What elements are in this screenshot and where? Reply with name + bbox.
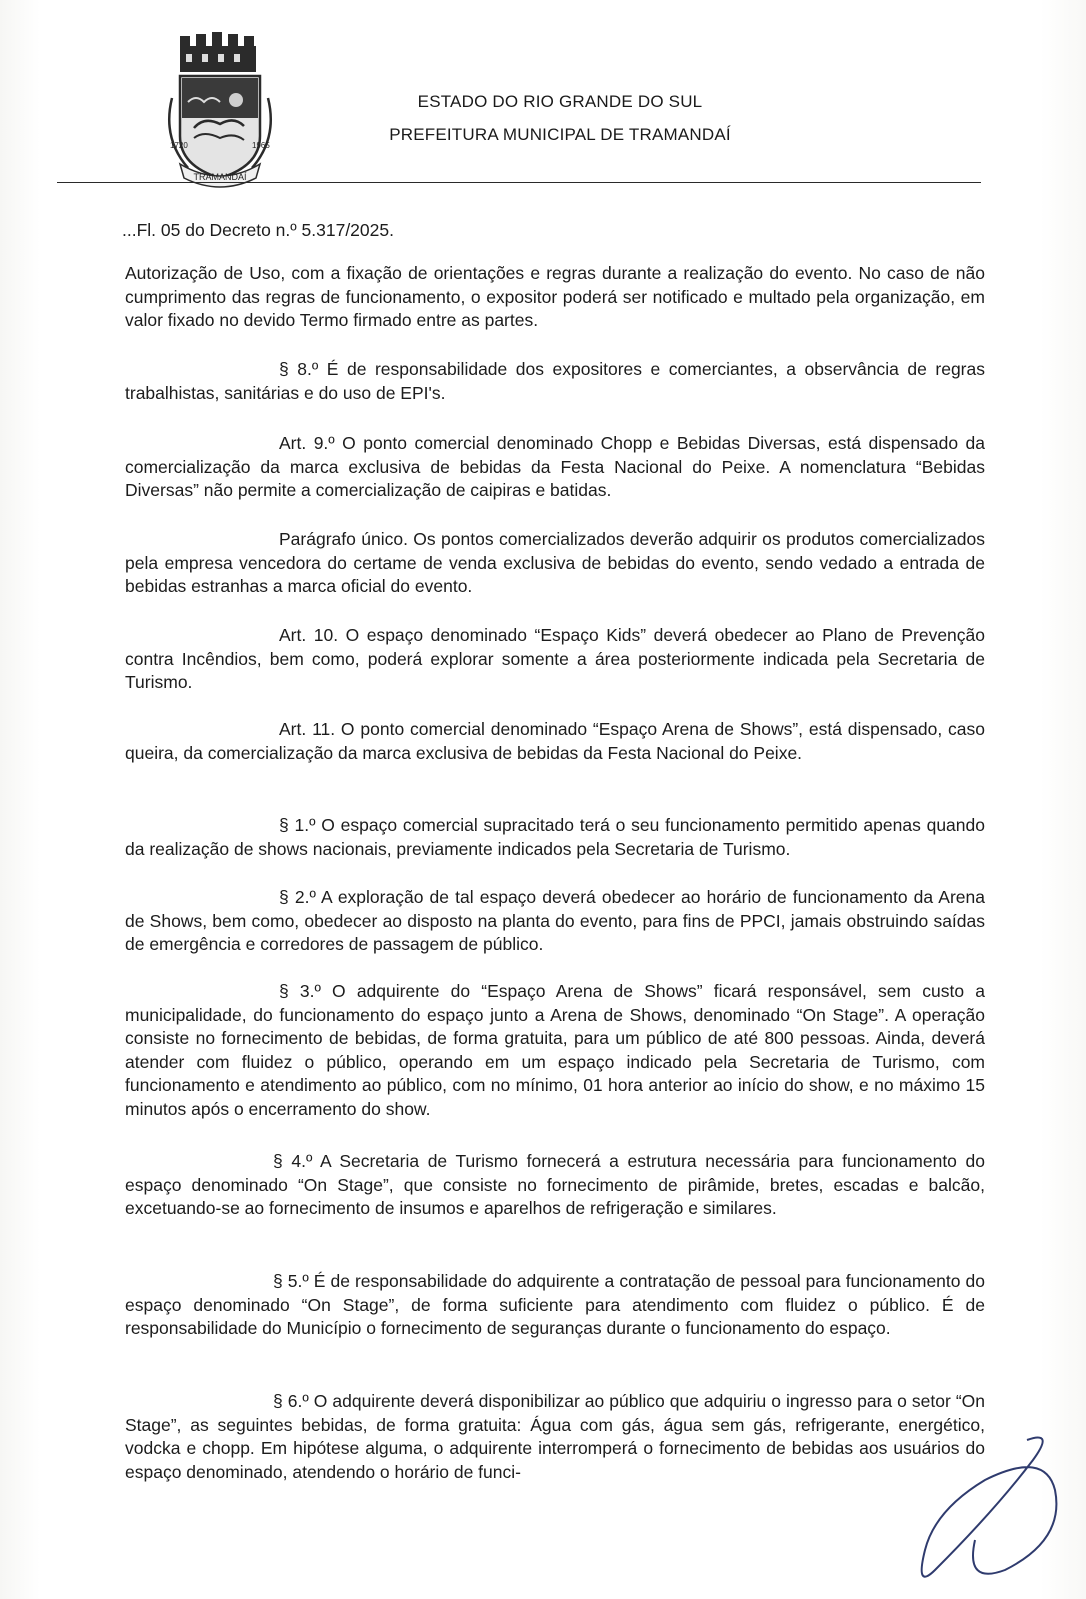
paragraph-s5: § 5.º É de responsabilidade do adquirente a contratação de pessoal para funcionamento do espaço denominado “On Stage”, de forma suficiente para atendimento com fluidez o público. É de responsabilidade do Município o fornecimento de seguranças durante o funcionamento do espaço. xyxy=(125,1271,985,1338)
paragraph-s4: § 4.º A Secretaria de Turismo fornecerá a estrutura necessária para funcionamento do espaço denominado “On Stage”, que consiste no fornecimento de pirâmide, bretes, escadas e balcão, excetuando-se ao fornecimento de insumos e aparelhos de refrigeração e similares. xyxy=(125,1151,985,1218)
header-municipality: PREFEITURA MUNICIPAL DE TRAMANDAÍ xyxy=(389,125,731,144)
paragraph-s2: § 2.º A exploração de tal espaço deverá obedecer ao horário de funcionamento da Arena de Shows, bem como, obedecer ao disposto na planta do evento, para fins de PPCI, jamais obstruindo saídas de emergência e corredores de passagem de público. xyxy=(125,887,985,954)
handwritten-initial-icon xyxy=(905,1420,1075,1590)
paragraph-s3: § 3.º O adquirente do “Espaço Arena de Shows” ficará responsável, sem custo a municipalidade, do funcionamento do espaço junto a Arena de Shows, denominado “On Stage”. A operação consiste no fornecimento de bebidas, de forma gratuita, para um público de até 800 pessoas. Ainda, deverá atender com fluidez o público, operando em um espaço indicado pela Secretaria de Turismo, com funcionamento e atendimento ao público, com no mínimo, 01 hora anterior ao início do show, e no máximo 15 minutos após o encerramento do show. xyxy=(125,981,985,1119)
crest-year-left: 1720 xyxy=(170,141,188,150)
paragraph-sole: Parágrafo único. Os pontos comercializados deverão adquirir os produtos comercializados pela empresa vencedora do certame de venda exclusiva de bebidas do evento, sendo vedado a entrada de bebidas estranhas a marca oficial do evento. xyxy=(125,529,985,596)
paragraph-s6: § 6.º O adquirente deverá disponibilizar ao público que adquiriu o ingresso para o setor “On Stage”, as seguintes bebidas, de forma gratuita: Água com gás, água sem gás, refrigerante, energético, vodcka e chopp. Em hipótese alguma, o adquirente interromperá o fornecimento de bebidas aos usuários do espaço denominado, atendendo o horário de funci- xyxy=(125,1391,985,1482)
crest-ribbon-text: TRAMANDAÍ xyxy=(193,172,247,182)
decree-reference: ...Fl. 05 do Decreto n.º 5.317/2025. xyxy=(122,220,394,240)
paragraph-art9: Art. 9.º O ponto comercial denominado Chopp e Bebidas Diversas, está dispensado da comercialização da marca exclusiva de bebidas da Festa Nacional do Peixe. A nomenclatura “Bebidas Diversas” não permite a comercialização de caipiras e batidas. xyxy=(125,433,985,500)
crest-year-right: 1965 xyxy=(252,141,270,150)
paragraph-art10: Art. 10. O espaço denominado “Espaço Kids” deverá obedecer ao Plano de Prevenção contra Incêndios, bem como, poderá explorar somente a área posteriormente indicada pela Secretaria de Turismo. xyxy=(125,625,985,692)
paragraph-continuation: Autorização de Uso, com a fixação de orientações e regras durante a realização do evento. No caso de não cumprimento das regras de funcionamento, o expositor poderá ser notificado e multado pela organização, em valor fixado no devido Termo firmado entre as partes. xyxy=(125,263,985,330)
header-state: ESTADO DO RIO GRANDE DO SUL xyxy=(417,92,703,111)
municipal-coat-of-arms-icon xyxy=(158,28,282,188)
paragraph-s1: § 1.º O espaço comercial supracitado terá o seu funcionamento permitido apenas quando da realização de shows nacionais, previamente indicados pela Secretaria de Turismo. xyxy=(125,815,985,859)
paragraph-s8: § 8.º É de responsabilidade dos expositores e comerciantes, a observância de regras trabalhistas, sanitárias e do uso de EPI's. xyxy=(125,359,985,403)
header-divider xyxy=(57,182,981,183)
paragraph-art11: Art. 11. O ponto comercial denominado “Espaço Arena de Shows”, está dispensado, caso queira, da comercialização da marca exclusiva de bebidas da Festa Nacional do Peixe. xyxy=(125,719,985,763)
